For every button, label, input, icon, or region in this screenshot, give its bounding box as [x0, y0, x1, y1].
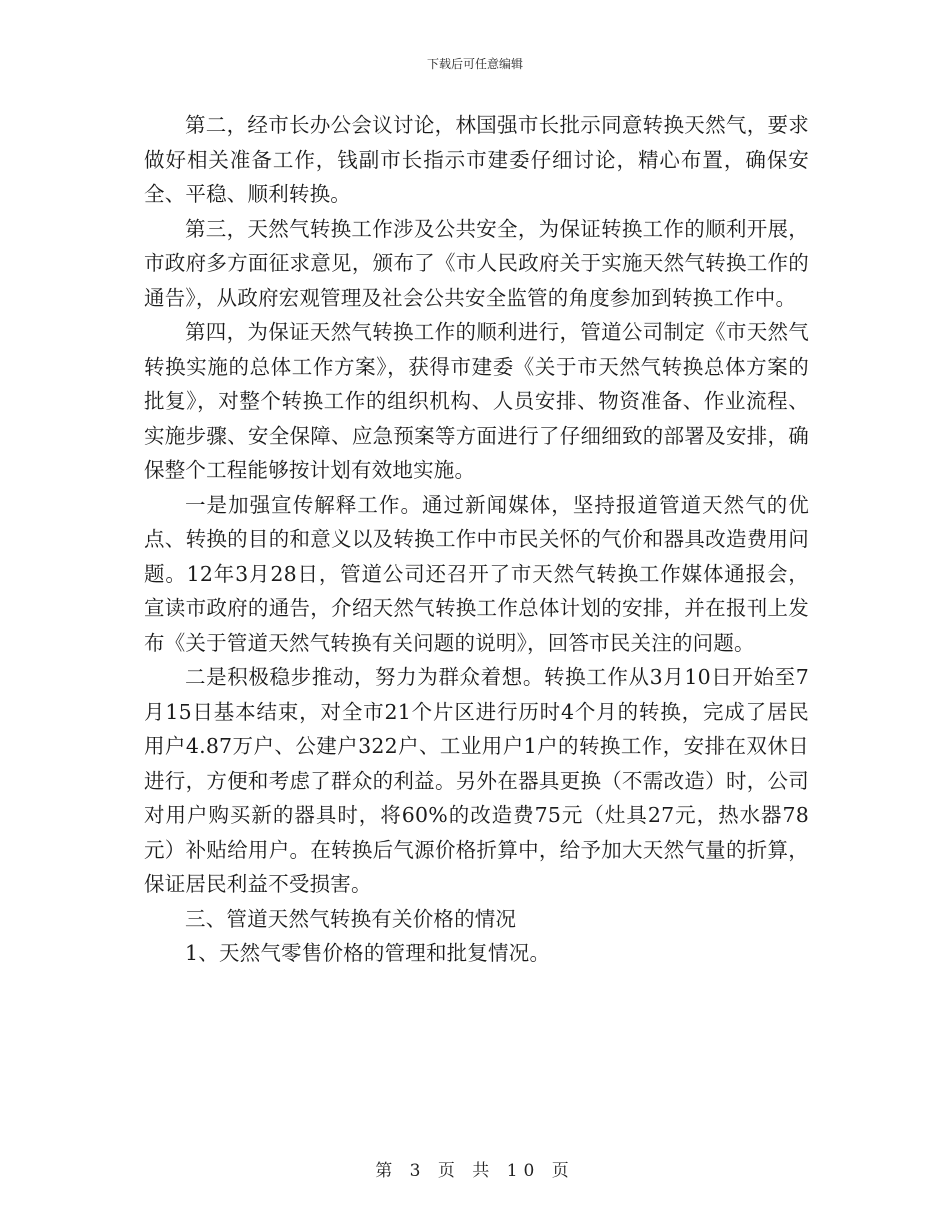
paragraph-4: 一是加强宣传解释工作。通过新闻媒体，坚持报道管道天然气的优点、转换的目的和意义以及转换工作中市民关怀的气价和器具改造费用问题。12年3月28日，管道公司还召开了市天然气转换工作媒体通报会，宣读市政府的通告，介绍天然气转换工作总体计划的安排，并在报刊上发布《关于管道天然气转换有关问题的说明》，回答市民关注的问题。: [144, 492, 809, 655]
page-header: 下载后可任意编辑: [426, 57, 523, 71]
section-heading: 三、管道天然气转换有关价格的情况: [185, 906, 517, 931]
subsection-heading: 1、天然气零售价格的管理和批复情况。: [185, 941, 551, 965]
document-body: [144, 108, 809, 971]
paragraph-3: 第四，为保证天然气转换工作的顺利进行，管道公司制定《市天然气转换实施的总体工作方案》，获得市建委《关于市天然气转换总体方案的批复》，对整个转换工作的组织机构、人员安排、物资准备、作业流程、实施步骤、安全保障、应急预案等方面进行了仔细细致的部署及安排，确保整个工程能够按计划有效地实施。: [144, 320, 809, 482]
paragraph-1: 第二，经市长办公会议讨论，林国强市长批示同意转换天然气，要求做好相关准备工作，钱副市长指示市建委仔细讨论，精心布置，确保安全、平稳、顺利转换。: [144, 113, 809, 206]
paragraph-5: 二是积极稳步推动，努力为群众着想。转换工作从3月10日开始至7月15日基本结束，对全市21个片区进行历时4个月的转换，完成了居民用户4.87万户、公建户322户、工业用户1户的转换工作，安排在双休日进行，方便和考虑了群众的利益。另外在器具更换（不需改造）时，公司对用户购买新的器具时，将60%的改造费75元（灶具27元，热水器78元）补贴给用户。在转换后气源价格折算中，给予加大天然气量的折算，保证居民利益不受损害。: [144, 665, 809, 896]
page-number-footer: 第 3 页 共 10 页: [375, 1161, 575, 1181]
paragraph-2: 第三，天然气转换工作涉及公共安全，为保证转换工作的顺利开展，市政府多方面征求意见，颁布了《市人民政府关于实施天然气转换工作的通告》，从政府宏观管理及社会公共安全监管的角度参加到转换工作中。: [144, 216, 809, 310]
